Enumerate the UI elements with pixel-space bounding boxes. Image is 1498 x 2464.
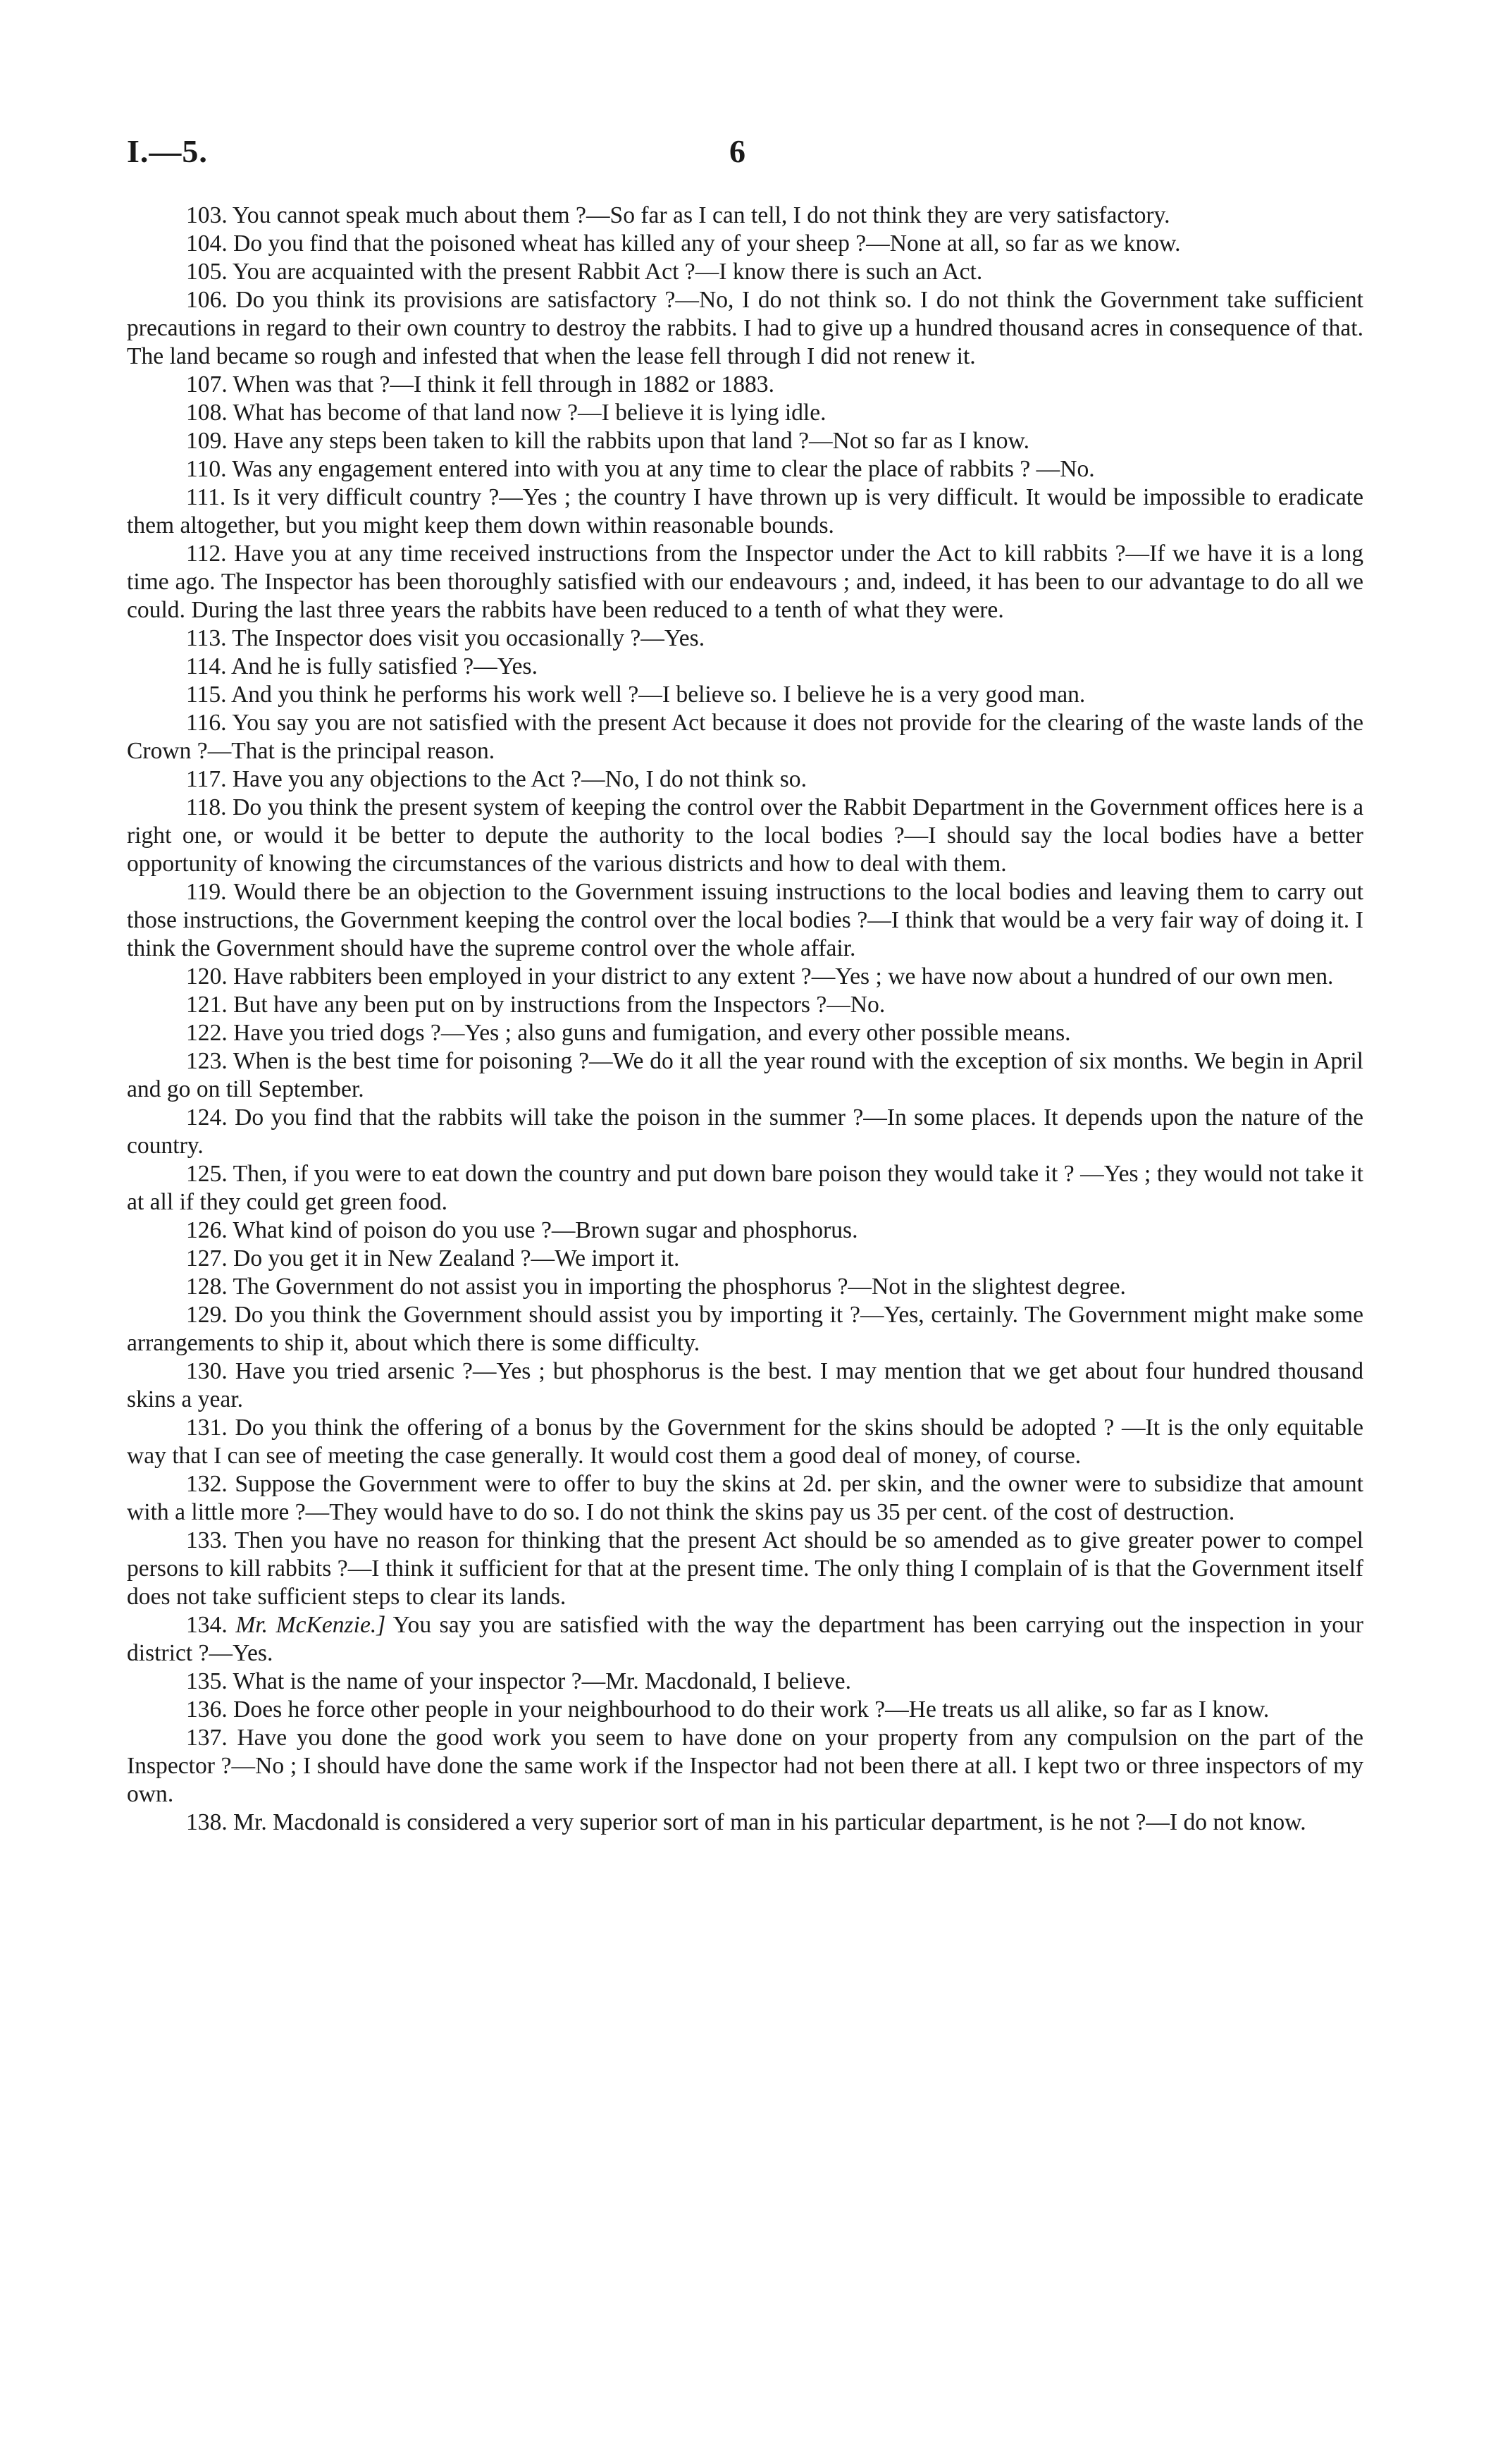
page-number: 6 bbox=[729, 133, 745, 169]
question-129: 129. Do you think the Government should assist you by importing it ?—Yes, certainly. The Government might make some arrangements to ship it, about which there is some difficulty. bbox=[127, 1302, 1363, 1356]
question-106: 106. Do you think its provisions are satisfactory ?—No, I do not think so. I do not think the Government take sufficient precautions in regard to their own country to destroy the rabbits. I had to give up a hundred thousand acres in consequence of that. The land became so rough and infested that when the lease fell through I did not renew it. bbox=[127, 287, 1363, 369]
question-111: 111. Is it very difficult country ?—Yes ; the country I have thrown up is very difficult. It would be impossible to eradicate them altogether, but you might keep them down within reasonable bounds. bbox=[127, 484, 1363, 538]
question-123: 123. When is the best time for poisoning ?—We do it all the year round with the exception of six months. We begin in April and go on till September. bbox=[127, 1048, 1363, 1102]
question-126: 126. What kind of poison do you use ?—Brown sugar and phosphorus. bbox=[186, 1217, 858, 1243]
question-125: 125. Then, if you were to eat down the country and put down bare poison they would take it ? —Yes ; they would not take it at all if they could get green food. bbox=[127, 1161, 1363, 1215]
page-header bbox=[127, 133, 1363, 182]
question-124: 124. Do you find that the rabbits will take the poison in the summer ?—In some places. It depends upon the nature of the country. bbox=[127, 1104, 1363, 1159]
question-135: 135. What is the name of your inspector ?—Mr. Macdonald, I believe. bbox=[186, 1668, 851, 1694]
evidence-transcript bbox=[127, 202, 1363, 1837]
question-116: 116. You say you are not satisfied with the present Act because it does not provide for the clearing of the waste lands of the Crown ?—That is the principal reason. bbox=[127, 710, 1363, 764]
question-127: 127. Do you get it in New Zealand ?—We import it. bbox=[186, 1245, 680, 1271]
question-128: 128. The Government do not assist you in importing the phosphorus ?—Not in the slightest degree. bbox=[186, 1274, 1126, 1300]
question-130: 130. Have you tried arsenic ?—Yes ; but phosphorus is the best. I may mention that we get about four hundred thousand skins a year. bbox=[127, 1358, 1363, 1412]
question-133: 133. Then you have no reason for thinking that the present Act should be so amended as to give greater power to compel persons to kill rabbits ?—I think it sufficient for that at the present time. The only thing I complain of is that the Government itself does not take sufficient steps to clear its lands. bbox=[127, 1527, 1363, 1610]
question-134 bbox=[127, 1611, 1363, 1668]
question-134-text: You say you are satisfied with the way the department has been carrying out the inspection in your district ?—Yes. bbox=[127, 1612, 1363, 1666]
question-112: 112. Have you at any time received instructions from the Inspector under the Act to kill rabbits ?—If we have it is a long time ago. The Inspector has been thoroughly satisfied with our endeavours ; and, indeed, it has been to our advantage to do all we could. During the last three years the rabbits have been reduced to a tenth of what they were. bbox=[127, 541, 1363, 623]
question-120: 120. Have rabbiters been employed in your district to any extent ?—Yes ; we have now about a hundred of our own men. bbox=[186, 963, 1334, 990]
question-114: 114. And he is fully satisfied ?—Yes. bbox=[186, 653, 538, 679]
question-105: 105. You are acquainted with the present Rabbit Act ?—I know there is such an Act. bbox=[186, 259, 983, 285]
question-131: 131. Do you think the offering of a bonus by the Government for the skins should be adopted ? —It is the only equitable way that I can see of meeting the case generally. It would cost them a good deal of money, of course. bbox=[127, 1415, 1363, 1469]
question-113: 113. The Inspector does visit you occasionally ?—Yes. bbox=[186, 625, 705, 651]
question-107: 107. When was that ?—I think it fell through in 1882 or 1883. bbox=[186, 371, 774, 398]
question-118: 118. Do you think the present system of keeping the control over the Rabbit Department in the Government offices here is a right one, or would it be better to depute the authority to the local bodies ?—I should say the local bodies have a better opportunity of knowing the circumstances of the various districts and how to deal with them. bbox=[127, 794, 1363, 877]
paper-reference: I.—5. bbox=[127, 133, 208, 169]
question-108: 108. What has become of that land now ?—I believe it is lying idle. bbox=[186, 400, 827, 426]
question-134-number: 134. bbox=[186, 1612, 228, 1638]
question-103: 103. You cannot speak much about them ?—So far as I can tell, I do not think they are very satisfactory. bbox=[186, 202, 1170, 228]
question-132: 132. Suppose the Government were to offer to buy the skins at 2d. per skin, and the owner were to subsidize that amount with a little more ?—They would have to do so. I do not think the skins pay us 35 per cent. of the cost of destruction. bbox=[127, 1471, 1363, 1525]
question-138: 138. Mr. Macdonald is considered a very superior sort of man in his particular department, is he not ?—I do not know. bbox=[186, 1809, 1306, 1835]
question-121: 121. But have any been put on by instructions from the Inspectors ?—No. bbox=[186, 992, 886, 1018]
question-110: 110. Was any engagement entered into with you at any time to clear the place of rabbits ? —No. bbox=[186, 456, 1095, 482]
question-119: 119. Would there be an objection to the Government issuing instructions to the local bodies and leaving them to carry out those instructions, the Government keeping the control over the local bodies ?—I think that would be a very fair way of doing it. I think the Government should have the supreme control over the whole affair. bbox=[127, 879, 1363, 961]
question-136: 136. Does he force other people in your neighbourhood to do their work ?—He treats us all alike, so far as I know. bbox=[186, 1696, 1270, 1723]
question-122: 122. Have you tried dogs ?—Yes ; also guns and fumigation, and every other possible means. bbox=[186, 1020, 1071, 1046]
question-137: 137. Have you done the good work you seem to have done on your property from any compulsion on the part of the Inspector ?—No ; I should have done the same work if the Inspector had not been there at all. I kept two or three inspectors of my own. bbox=[127, 1725, 1363, 1807]
question-115: 115. And you think he performs his work well ?—I believe so. I believe he is a very good man. bbox=[186, 682, 1086, 708]
question-134-speaker: Mr. McKenzie.] bbox=[235, 1612, 386, 1638]
question-109: 109. Have any steps been taken to kill the rabbits upon that land ?—Not so far as I know. bbox=[186, 428, 1030, 454]
question-104: 104. Do you find that the poisoned wheat has killed any of your sheep ?—None at all, so far as we know. bbox=[186, 230, 1181, 257]
question-117: 117. Have you any objections to the Act ?—No, I do not think so. bbox=[186, 766, 807, 792]
